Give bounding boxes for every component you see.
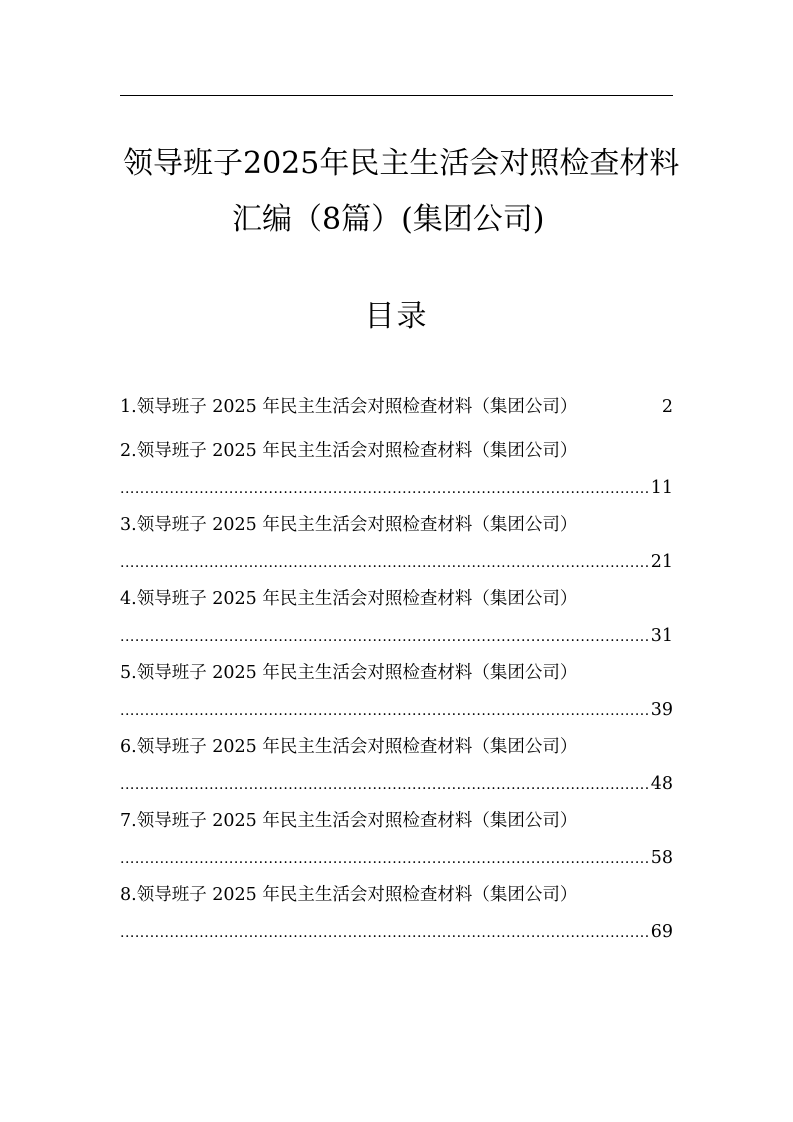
toc-entry-title-row [120, 806, 673, 836]
toc-entry[interactable] [120, 880, 673, 954]
toc-leader-dots [120, 615, 649, 659]
toc-entry-page-number: 11 [650, 478, 673, 498]
toc-entry-number: 8. [120, 885, 137, 905]
toc-entry-number: 2. [120, 441, 137, 461]
toc-entry-page-number: 58 [650, 848, 673, 868]
toc-entry-number: 3. [120, 515, 137, 535]
toc-entry[interactable] [120, 658, 673, 732]
table-of-contents [120, 392, 673, 954]
toc-entry[interactable] [120, 436, 673, 510]
header-rule [120, 95, 673, 96]
toc-entry-title-row [120, 510, 673, 540]
document-title-line-2: 汇编（8篇）(集团公司) [232, 202, 545, 237]
toc-entry-text: 领导班子 2025 年民主生活会对照检查材料（集团公司） [136, 515, 578, 535]
toc-entry-number: 4. [120, 589, 137, 609]
toc-leader-dots [120, 541, 649, 585]
toc-entry[interactable] [120, 584, 673, 658]
toc-entry-leader-row [120, 762, 673, 806]
toc-entry-text: 领导班子 2025 年民主生活会对照检查材料（集团公司） [136, 589, 578, 609]
toc-entry-leader-row [120, 836, 673, 880]
toc-entry-title-row [120, 584, 673, 614]
toc-entry-leader-row [120, 614, 673, 658]
toc-entry-text: 领导班子 2025 年民主生活会对照检查材料（集团公司） [136, 811, 578, 831]
toc-leader-dots [120, 911, 649, 955]
toc-entry-text: 领导班子 2025 年民主生活会对照检查材料（集团公司） [136, 737, 578, 757]
toc-leader-dots [120, 467, 649, 511]
toc-entry-title-row [120, 392, 673, 436]
toc-entry-title-row [120, 436, 673, 466]
toc-entry[interactable] [120, 510, 673, 584]
toc-entry-number: 5. [120, 663, 137, 683]
toc-entry-text: 领导班子 2025 年民主生活会对照检查材料（集团公司） [136, 663, 578, 683]
toc-entry-number: 6. [120, 737, 137, 757]
toc-entry-page-number: 48 [650, 774, 673, 794]
toc-entry-number: 1. [120, 397, 137, 417]
toc-entry-title-row [120, 658, 673, 688]
toc-entry-leader-row [120, 688, 673, 732]
toc-entry-title-row [120, 880, 673, 910]
toc-leader-dots [120, 837, 649, 881]
document-title-line-1: 领导班子2025年民主生活会对照检查材料 [123, 146, 680, 181]
toc-entry-page-number: 69 [650, 922, 673, 942]
toc-entry-leader-row [120, 540, 673, 584]
toc-entry[interactable] [120, 806, 673, 880]
toc-entry-page-number: 39 [650, 700, 673, 720]
toc-entry-title-row [120, 732, 673, 762]
toc-entry-leader-row [120, 466, 673, 510]
toc-entry-text: 领导班子 2025 年民主生活会对照检查材料（集团公司） [136, 397, 578, 417]
toc-entry[interactable] [120, 392, 673, 436]
toc-entry-text: 领导班子 2025 年民主生活会对照检查材料（集团公司） [136, 441, 578, 461]
toc-entry-text: 领导班子 2025 年民主生活会对照检查材料（集团公司） [136, 885, 578, 905]
toc-entry-leader-row [120, 910, 673, 954]
toc-entry-page-number: 2 [661, 397, 673, 417]
toc-entry-page-number: 21 [650, 552, 673, 572]
toc-entry-page-number: 31 [650, 626, 673, 646]
toc-leader-dots [120, 763, 649, 807]
toc-leader-dots [120, 689, 649, 733]
toc-entry-number: 7. [120, 811, 137, 831]
toc-entry[interactable] [120, 732, 673, 806]
toc-heading: 目录 [364, 299, 429, 334]
